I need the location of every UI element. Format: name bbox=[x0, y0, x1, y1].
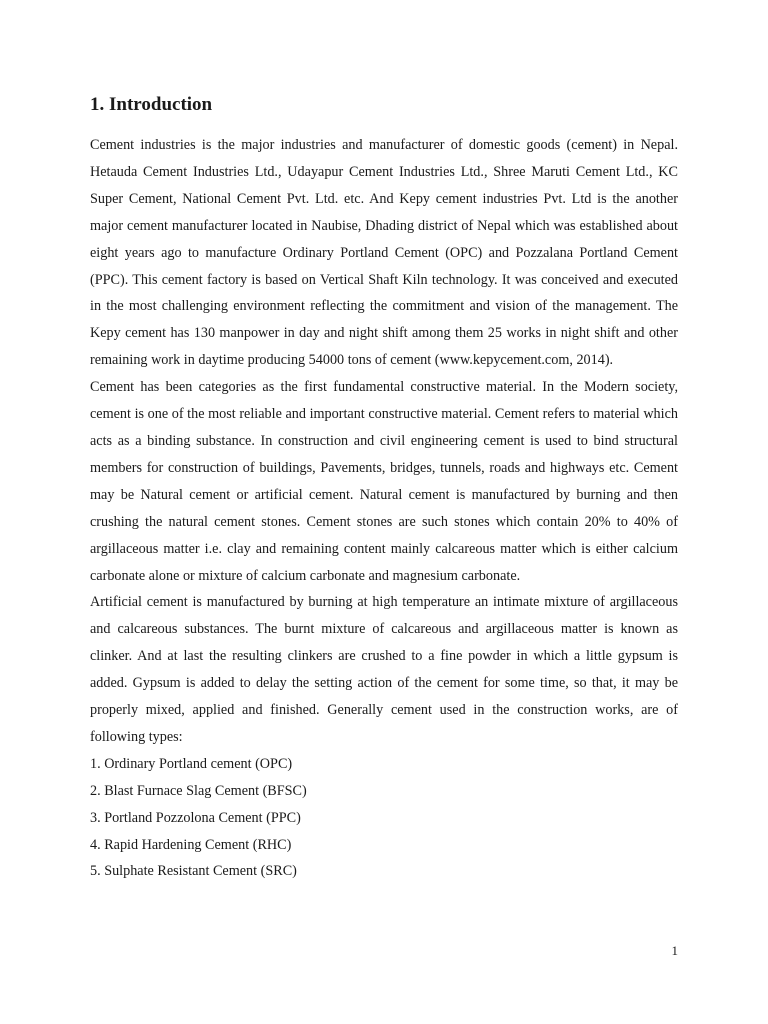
page-number: 1 bbox=[671, 943, 678, 958]
section-heading: 1. Introduction bbox=[90, 94, 213, 115]
section-body bbox=[90, 132, 678, 885]
list-item: 4. Rapid Hardening Cement (RHC) bbox=[90, 836, 292, 853]
paragraph-cement-definition: Cement has been categories as the first fundamental constructive material. In the Modern society, cement is one of the most reliable and important constructive material. Cement refers to material which acts as a binding substance. In construction and civil engineering cement is used to bind structural members for construction of buildings, Pavements, bridges, tunnels, roads and highways etc. Cement may be Natural cement or artificial cement. Natural cement is manufactured by burning and then crushing the natural cement stones. Cement stones are such stones which contain 20% to 40% of argillaceous matter i.e. clay and remaining content mainly calcareous matter which is either calcium carbonate alone or mixture of calcium carbonate and magnesium carbonate. bbox=[90, 379, 678, 584]
list-item: 1. Ordinary Portland cement (OPC) bbox=[90, 755, 293, 772]
list-item: 2. Blast Furnace Slag Cement (BFSC) bbox=[90, 782, 307, 799]
list-item: 5. Sulphate Resistant Cement (SRC) bbox=[90, 863, 297, 880]
paragraph-artificial-cement: Artificial cement is manufactured by burning at high temperature an intimate mixture of argillaceous and calcareous substances. The burnt mixture of calcareous and argillaceous matter is known as clinker. And at last the resulting clinkers are crushed to a fine powder in which a little gypsum is added. Gypsum is added to delay the setting action of the cement for some time, so that, it may be properly mixed, applied and finished. Generally cement used in the construction works, are of following types: bbox=[90, 594, 678, 745]
list-item: 3. Portland Pozzolona Cement (PPC) bbox=[90, 809, 301, 826]
paragraph-company-overview: Cement industries is the major industries and manufacturer of domestic goods (cement) in Nepal. Hetauda Cement Industries Ltd., Udayapur Cement Industries Ltd., Shree Maruti Cement Ltd., KC Super Cement, National Cement Pvt. Ltd. etc. And Kepy cement industries Pvt. Ltd is the another major cement manufacturer located in Naubise, Dhading district of Nepal which was established about eight years ago to manufacture Ordinary Portland Cement (OPC) and Pozzalana Portland Cement (PPC). This cement factory is based on Vertical Shaft Kiln technology. It was conceived and executed in the most challenging environment reflecting the commitment and vision of the management. The Kepy cement has 130 manpower in day and night shift among them 25 works in night shift and other remaining work in daytime producing 54000 tons of cement (www.kepycement.com, 2014). bbox=[90, 137, 678, 369]
cement-types-list bbox=[90, 751, 678, 886]
